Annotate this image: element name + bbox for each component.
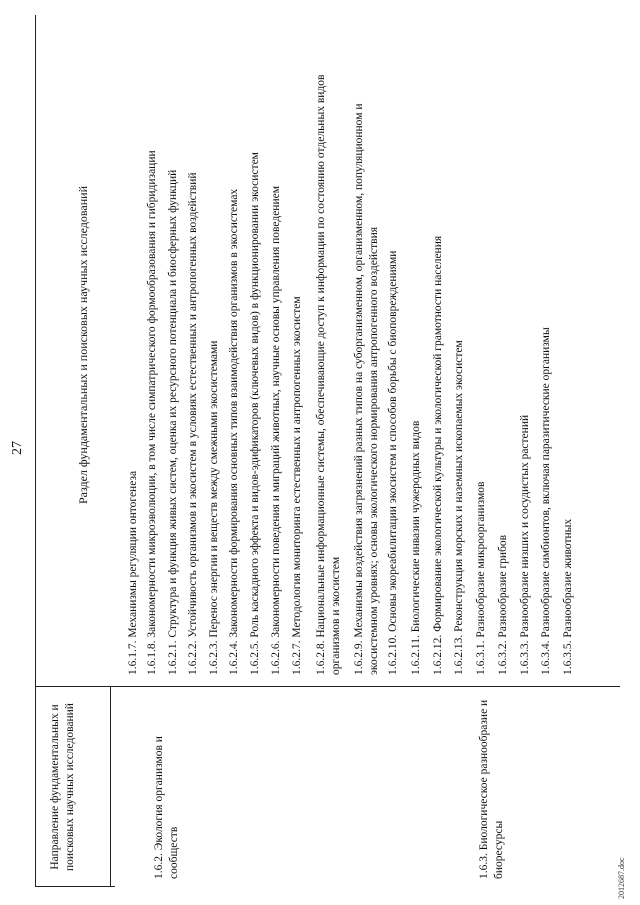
list-item: 1.6.2.1. Структура и функция живых систем, оценка их ресурсного потенциала и биосферных функций (167, 169, 179, 675)
direction-label: 1.6.3. Биологическое разнообразие и биоресурсы (478, 699, 505, 879)
list-item: 1.6.3.5. Разнообразие животных (562, 518, 574, 675)
list-item: 1.6.2.3. Перенос энергии и веществ между смежными экосистемами (208, 340, 220, 675)
list-item: 1.6.3.1. Разнообразие микроорганизмов (475, 481, 487, 675)
list-item: 1.6.1.8. Закономерности микроэволюции, в том числе симпатрического формообразования и гибридизации (146, 150, 158, 675)
list-item: 1.6.2.7. Методология мониторинга естественных и антропогенных экосистем (291, 296, 303, 675)
table-top-border (35, 15, 36, 887)
page-number: 27 (10, 441, 25, 455)
list-item: 1.6.1.7. Механизмы регуляции онтогенеза (127, 470, 139, 675)
list-item: 1.6.2.5. Роль каскадного эффекта и видов-эдификаторов (ключевых видов) в функционировании экосистем (249, 152, 261, 675)
list-item: 1.6.2.13. Реконструкция морских и наземных ископаемых экосистем (453, 340, 465, 675)
header-bottom-border (110, 687, 111, 887)
column-header-section: Раздел фундаментальных и поисковых научных исследований (76, 185, 90, 505)
list-item: 1.6.2.11. Биологические инвазии чужеродных видов (410, 420, 422, 675)
direction-label: 1.6.2. Экология организмов и сообществ (153, 736, 180, 879)
list-item: 1.6.2.4. Закономерности формирования основных типов взаимодействия организмов в экосистемах (228, 188, 240, 675)
column-header-direction: Направление фундаментальных и поисковых научных исследований (49, 703, 76, 871)
list-item: 1.6.2.6. Закономерности поведения и миграций животных, научные основы управления поведением (270, 186, 282, 675)
list-item: 1.6.2.9. Механизмы воздействия загрязнений разных типов на суборганизменном, организменном, популяционном и экосистемном уровнях; основы экологического нормирования антропогенного воздействия (353, 103, 380, 675)
list-item: 1.6.3.2. Разнообразие грибов (497, 534, 509, 675)
table-left-border (35, 886, 115, 887)
document-file-code: 2012687.doc (617, 857, 626, 899)
list-item: 1.6.3.4. Разнообразие симбионтов, включая паразитические организмы (540, 327, 552, 675)
list-item: 1.6.2.2. Устойчивость организмов и экосистем в условиях естественных и антропогенных воздействий (187, 172, 199, 675)
list-item: 1.6.2.8. Национальные информационные системы, обеспечивающие доступ к информации по состоянию отдельных видов организмов и экосистем (315, 74, 342, 675)
list-item: 1.6.2.10. Основы экореабилитации экосистем и способов борьбы с биоповреждениями (387, 250, 399, 675)
list-item: 1.6.2.12. Формирование экологической культуры и экологической грамотности населения (432, 235, 444, 675)
list-item: 1.6.3.3. Разнообразие низших и сосудистых растений (519, 414, 531, 675)
column-divider (35, 686, 620, 687)
